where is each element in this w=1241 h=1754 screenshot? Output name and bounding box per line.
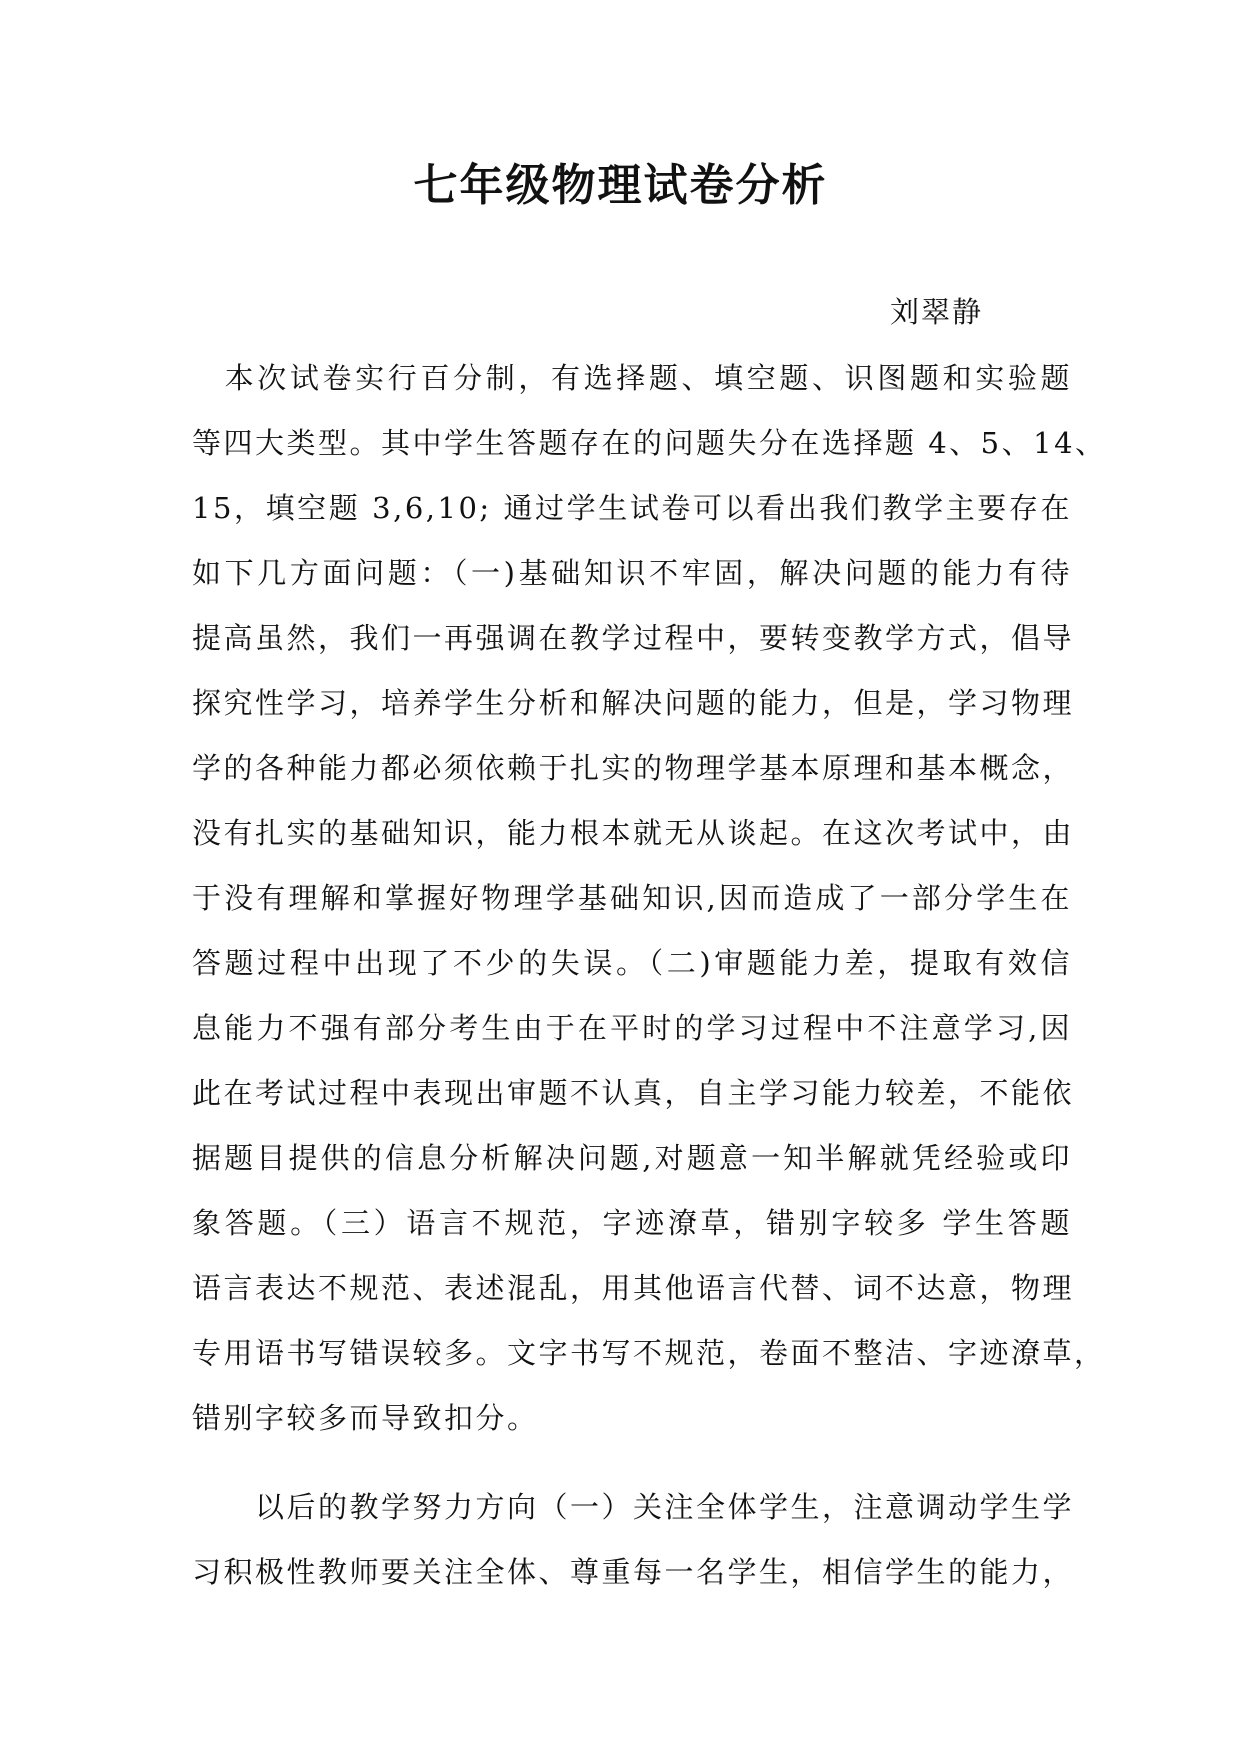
- paragraph-line: 以后的教学努力方向（一）关注全体学生，注意调动学生学: [192, 1490, 1075, 1524]
- paragraph-line: 此在考试过程中表现出审题不认真，自主学习能力较差，不能依: [192, 1076, 1075, 1110]
- paragraph-line: 本次试卷实行百分制，有选择题、填空题、识图题和实验题: [192, 361, 1072, 395]
- paragraph-line: 息能力不强有部分考生由于在平时的学习过程中不注意学习,因: [192, 1011, 1072, 1045]
- paragraph-line: 专用语书写错误较多。文字书写不规范，卷面不整洁、字迹潦草，: [192, 1336, 1106, 1370]
- paragraph-line: 答题过程中出现了不少的失误。（二)审题能力差，提取有效信: [192, 946, 1072, 980]
- paragraph-line: 学的各种能力都必须依赖于扎实的物理学基本原理和基本概念，: [192, 751, 1075, 785]
- paragraph-line: 探究性学习，培养学生分析和解决问题的能力，但是，学习物理: [192, 686, 1075, 720]
- paragraph-line: 象答题。（三）语言不规范，字迹潦草，错别字较多 学生答题: [192, 1206, 1072, 1240]
- paragraph-line: 于没有理解和掌握好物理学基础知识,因而造成了一部分学生在: [192, 881, 1072, 915]
- author-name: 刘翠静: [890, 295, 984, 329]
- paragraph-line: 15，填空题 3,6,10; 通过学生试卷可以看出我们教学主要存在: [192, 491, 1072, 525]
- paragraph-line: 没有扎实的基础知识，能力根本就无从谈起。在这次考试中，由: [192, 816, 1075, 850]
- paragraph-line: 错别字较多而导致扣分。: [192, 1401, 539, 1435]
- paragraph-line: 语言表达不规范、表述混乱，用其他语言代替、词不达意，物理: [192, 1271, 1075, 1305]
- paragraph-line: 等四大类型。其中学生答题存在的问题失分在选择题 4、5、14、: [192, 426, 1107, 460]
- document-title: 七年级物理试卷分析: [413, 160, 828, 211]
- paragraph-line: 提高虽然，我们一再强调在教学过程中，要转变教学方式，倡导: [192, 621, 1075, 655]
- paragraph-improvement: [192, 1475, 1075, 1605]
- paragraph-line: 据题目提供的信息分析解决问题,对题意一知半解就凭经验或印: [192, 1141, 1072, 1175]
- paragraph-analysis: [192, 346, 1107, 1451]
- paragraph-line: 如下几方面问题：（一)基础知识不牢固，解决问题的能力有待: [192, 556, 1072, 590]
- paragraph-line: 习积极性教师要关注全体、尊重每一名学生，相信学生的能力，: [192, 1555, 1075, 1589]
